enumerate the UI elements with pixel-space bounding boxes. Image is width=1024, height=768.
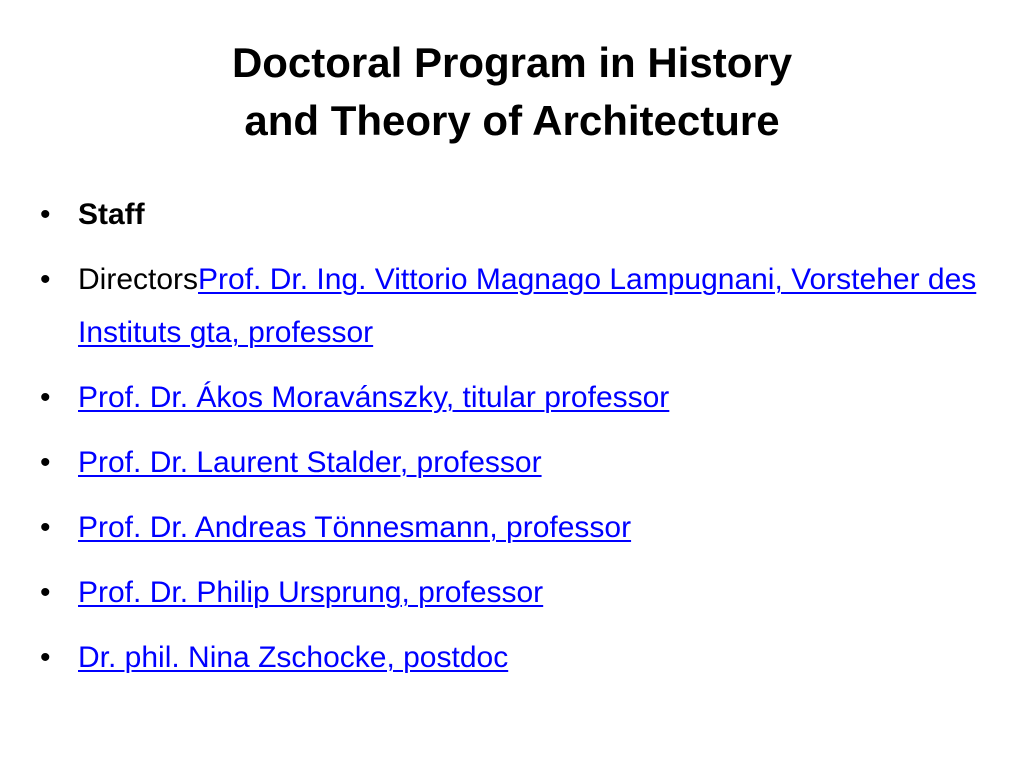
staff-list	[34, 188, 984, 696]
staff-link-ursprung[interactable]: Prof. Dr. Philip Ursprung, professor	[78, 576, 544, 609]
staff-link-tonnesmann[interactable]: Prof. Dr. Andreas Tönnesmann, professor	[78, 511, 632, 544]
staff-link-zschocke[interactable]: Dr. phil. Nina Zschocke, postdoc	[78, 641, 509, 674]
bullet-icon: •	[40, 446, 51, 479]
slide-title-line-1: Doctoral Program in History	[231, 39, 793, 86]
director-link-lampugnani[interactable]: Prof. Dr. Ing. Vittorio Magnago Lampugnani, Vorsteher des Instituts gta, professor	[78, 263, 977, 349]
slide-title	[60, 34, 964, 150]
bullet-icon: •	[40, 198, 51, 231]
list-item-ursprung	[34, 566, 984, 619]
bullet-icon: •	[40, 576, 51, 609]
list-item-zschocke	[34, 631, 984, 684]
staff-link-stalder[interactable]: Prof. Dr. Laurent Stalder, professor	[78, 446, 542, 479]
bullet-icon: •	[40, 381, 51, 414]
slide-title-line-2: and Theory of Architecture	[244, 97, 780, 144]
staff-link-moravanszky[interactable]: Prof. Dr. Ákos Moravánszky, titular professor	[78, 381, 670, 414]
bullet-icon: •	[40, 641, 51, 674]
list-item-moravanszky	[34, 371, 984, 424]
list-item-tonnesmann	[34, 501, 984, 554]
list-item-directors	[34, 253, 984, 359]
bullet-icon: •	[40, 263, 51, 296]
bullet-icon: •	[40, 511, 51, 544]
staff-heading: Staff	[78, 198, 145, 231]
list-item-stalder	[34, 436, 984, 489]
list-item-staff	[34, 188, 984, 241]
directors-label: Directors	[78, 263, 199, 296]
